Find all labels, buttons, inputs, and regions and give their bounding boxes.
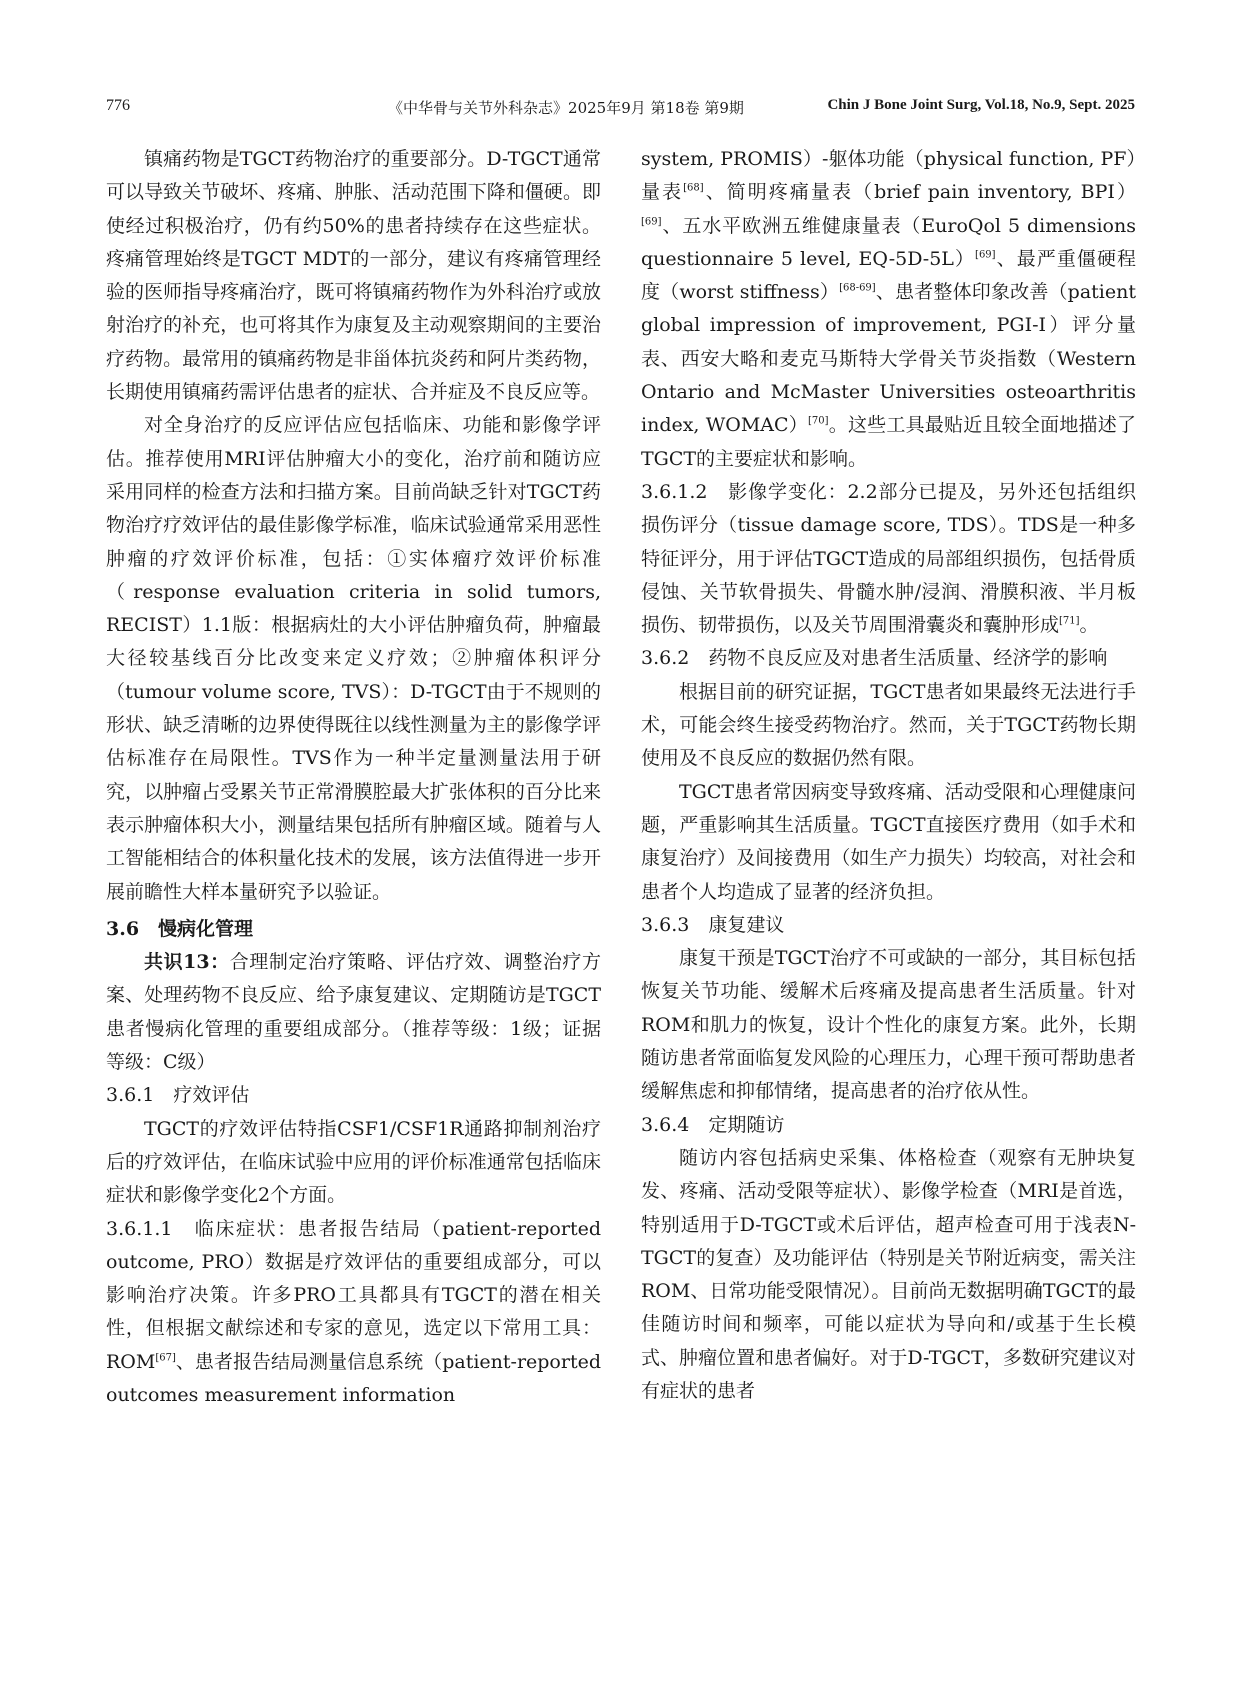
paragraph-analgesics: 镇痛药物是TGCT药物治疗的重要部分。D-TGCT通常可以导致关节破坏、疼痛、肿胀、活动范围下降和僵硬。即使经过积极治疗，仍有约50%的患者持续存在这些症状。疼痛管理始终是TGCT MDT的一部分，建议有疼痛管理经验的医师指导疼痛治疗，既可将镇痛药物作为外科治疗或放射治疗的补充，也可将其作为康复及主动观察期间的主要治疗药物。最常用的镇痛药物是非甾体抗炎药和阿片类药物，长期使用镇痛药需评估患者的症状、合并症及不良反应等。 (106, 148, 601, 404)
paragraph-response-assessment: 对全身治疗的反应评估应包括临床、功能和影像学评估。推荐使用MRI评估肿瘤大小的变化，治疗前和随访应采用同样的检查方法和扫描方案。目前尚缺乏针对TGCT药物治疗疗效评估的最佳影像学标准，临床试验通常采用恶性肿瘤的疗效评价标准，包括：①实体瘤疗效评价标准（response evaluation criteria in solid tumors, RECIST）1.1版：根据病灶的大小评估肿瘤负荷，肿瘤最大径较基线百分比改变来定义疗效；②肿瘤体积评分（tumour volume score, TVS）：D-TGCT由于不规则的形状、缺乏清晰的边界使得既往以线性测量为主的影像学评估标准存在局限性。TVS作为一种半定量测量法用于研究，以肿瘤占受累关节正常滑膜腔最大扩张体积的百分比来表示肿瘤体积大小，测量结果包括所有肿瘤区域。随着与人工智能相结合的体积量化技术的发展，该方法值得进一步开展前瞻性大样本量研究予以验证。 (106, 414, 601, 903)
citation: [68-69] (839, 282, 876, 294)
running-header (106, 97, 1135, 121)
paragraph-efficacy: TGCT的疗效评估特指CSF1/CSF1R通路抑制剂治疗后的疗效评估，在临床试验中应用的评价标准通常包括临床症状和影像学变化2个方面。 (106, 1117, 601, 1207)
citation: [67] (155, 1352, 176, 1364)
section-heading-3-6-4: 3.6.4 定期随访 (641, 1113, 785, 1136)
paragraph-rehabilitation: 康复干预是TGCT治疗不可或缺的一部分，其目标包括恢复关节功能、缓解术后疼痛及提高患者生活质量。针对ROM和肌力的恢复，设计个性化的康复方案。此外，长期随访患者常面临复发风险的心理压力，心理干预可帮助患者缓解焦虑和抑郁情绪，提高患者的治疗依从性。 (641, 947, 1136, 1103)
section-heading-3-6-1: 3.6.1 疗效评估 (106, 1084, 250, 1107)
right-column (641, 143, 1136, 1408)
paragraph-follow-up: 随访内容包括病史采集、体格检查（观察有无肿块复发、疼痛、活动受限等症状）、影像学检查（MRI是首选，特别适用于D-TGCT或术后评估，超声检查可用于浅表N-TGCT的复查）及功能评估（特别是关节附近病变，需关注ROM、日常功能受限情况）。目前尚无数据明确TGCT的最佳随访时间和频率，可能以症状为导向和/或基于生长模式、肿瘤位置和患者偏好。对于D-TGCT，多数研究建议对有症状的患者 (641, 1146, 1136, 1402)
consensus-label: 共识13： (144, 951, 230, 974)
citation: [69] (641, 216, 662, 228)
paragraph-quality-of-life: TGCT患者常因病变导致疼痛、活动受限和心理健康问题，严重影响其生活质量。TGCT直接医疗费用（如手术和康复治疗）及间接费用（如生产力损失）均较高，对社会和患者个人均造成了显著的经济负担。 (641, 780, 1136, 903)
consensus-13 (106, 946, 601, 1079)
citation: [71] (1059, 615, 1080, 627)
paragraph-clinical-symptoms: 3.6.1.1 临床症状：患者报告结局（patient-reported outcome, PRO）数据是疗效评估的重要组成部分，可以影响治疗决策。许多PRO工具都具有TGCT的潜在相关性，但根据文献综述和专家的意见，选定以下常用工具：ROM[67]、患者报告结局测量信息系统（patient-reported outcomes measurement information (106, 1217, 601, 1406)
paragraph-pro-tools: system, PROMIS）-躯体功能（physical function, PF）量表[68]、简明疼痛量表（brief pain inventory, BPI）[69]、五水平欧洲五维健康量表（EuroQol 5 dimensions questionnaire 5 level, EQ-5D-5L）[69]、最严重僵硬程度（worst stiffness）[68-69]、患者整体印象改善（patient global impression of improvement, PGI-I）评分量表、西安大略和麦克马斯特大学骨关节炎指数（Western Ontario and McMaster Universities osteoarthritis index, WOMAC）[70]。这些工具最贴近且较全面地描述了TGCT的主要症状和影响。 (641, 148, 1136, 470)
left-column (106, 143, 601, 1412)
section-heading-3-6-2: 3.6.2 药物不良反应及对患者生活质量、经济学的影响 (641, 647, 1108, 670)
page-number: 776 (106, 97, 130, 114)
paragraph-imaging-changes: 3.6.1.2 影像学变化：2.2部分已提及，另外还包括组织损伤评分（tissue damage score, TDS）。TDS是一种多特征评分，用于评估TGCT造成的局部组织损伤，包括骨质侵蚀、关节软骨损失、骨髓水肿/浸润、滑膜积液、半月板损伤、韧带损伤，以及关节周围滑囊炎和囊肿形成[71]。 (641, 480, 1136, 637)
citation: [69] (975, 249, 996, 261)
citation: [68] (683, 182, 704, 194)
consensus-text: 合理制定治疗策略、评估疗效、调整治疗方案、处理药物不良反应、给予康复建议、定期随访是TGCT患者慢病化管理的重要组成部分。（推荐等级：1级；证据等级：C级） (106, 951, 601, 1074)
paragraph-lifelong-therapy: 根据目前的研究证据，TGCT患者如果最终无法进行手术，可能会终生接受药物治疗。然而，关于TGCT药物长期使用及不良反应的数据仍然有限。 (641, 680, 1136, 770)
citation: [70] (807, 416, 829, 428)
journal-title-cn: 《中华骨与关节外科杂志》2025年9月 第18卷 第9期 (388, 99, 744, 117)
section-heading-3-6-3: 3.6.3 康复建议 (641, 913, 785, 936)
section-heading-3-6: 3.6 慢病化管理 (106, 917, 254, 940)
journal-title-en: Chin J Bone Joint Surg, Vol.18, No.9, Sept. 2025 (827, 97, 1135, 113)
